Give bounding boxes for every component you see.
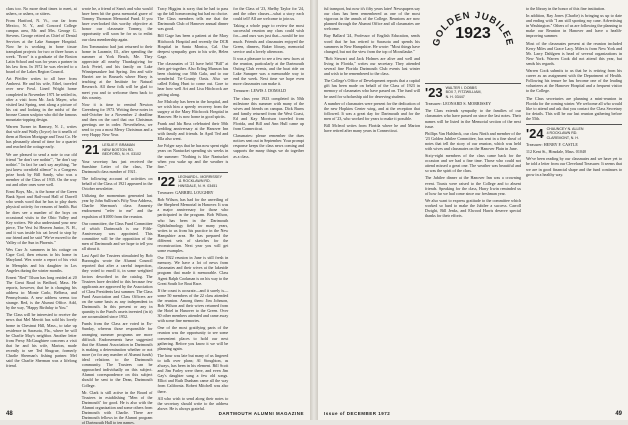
class-heading-24 xyxy=(526,124,622,140)
paragraph: for the Class of '23, Shelby Taylor for '24, and the other classes—what a story each could tell! All are welcome to join us. xyxy=(233,6,304,22)
paragraph: Art Pfeiffer writes to all here from Amherst. He and his wife, Ethel, traveled over new Fowl. Lined Wright home completed in November 1971 he settled in, after a visit from Mr. Jack Mayer, who visited last Spring, sent along a picture of his cat and looking in the midst of the bronze Canon sculptor who did the famous mountain-topping design. xyxy=(6,76,77,122)
paragraph: The following account of activities on behalf of the Class of 1921 appeared in the October newsletter. xyxy=(81,175,153,192)
paragraph: If the count is accurate—and it surely is—some 50 members of the 22 class attended the reunion. Among them: Jim Johnson, Bob Wilson and their wives returned from the Hotel in Hanover to the Green. Over 30 other members attended and came away with some fine memories. xyxy=(157,287,229,324)
class-secretary-block xyxy=(178,175,222,188)
right-page-footer xyxy=(324,411,622,417)
jubilee-ring-text-path: GOLDEN JUBILEE xyxy=(430,9,516,48)
paragraph: Ernest "Red" Tilson has long resided at 20 The Great Road in Bedford, Mass. He reports, however, that he is changing his address to: Monte Carlo, Belbeca, and Pennsylvania. A new address seems too strange. Red, is the Alumni Office. Add, by the way, "Happy Birthday to You." xyxy=(6,274,77,311)
paragraph: Jim Tommasino had just returned to their home in Laramie, Ill., after spending the summer at York Beach, Me. They appreciate all nearby Thanksgiving for Jack Pretel, and his family on Lake Winnipesaukee last Spring. Jim and wife Harriet are in Brussels where Harry is teaching at the Institute for Natural Research. All these folk will be glad to meet you and to welcome them back to this country. xyxy=(81,43,153,100)
paragraph: The College's Office of Development reports that a capital gift has been made on behalf of the Class of 1923 in memory of classmates who have passed on. The fund will be used for scholarship aid for deserving students. xyxy=(324,78,420,99)
golden-jubilee-emblem xyxy=(429,8,517,80)
secretary-address-line1: 11 ROCKLAWN RD. xyxy=(178,179,211,184)
paragraph: class too. No more dead times to meet, at ushers, or ushers, or sitters. xyxy=(6,6,77,17)
class-year: '23 xyxy=(425,85,443,101)
paragraph: One of the most gratifying parts of the reunion was the opportunity to see some convenient places to hold our next gathering. Before you know it we will be planning again. xyxy=(157,325,229,351)
paragraph: Phillips Van Halsbeck, our class Ninth and member of the '23 Golden Jubilee Committee, has sent in a fine sheaf of notes that tell the story of our reunion, which was held with wives and classmates on the Hanover Plain in June. xyxy=(425,130,521,151)
class-heading-21 xyxy=(82,140,153,156)
paragraph: The classmates of '21 have held "Bill" at their get-together. Also Erling Munson has been chairing our 50th Gala, and to our wonderful Tri-County Oasis. Also we called Erling Hunt to come out. Gore to hear how well Art and Lisa Hitchcock are getting along. xyxy=(157,60,229,97)
paragraph: Treasurer: GABRIEL LOUGHRY xyxy=(157,190,214,196)
jubilee-year: 1923 xyxy=(455,25,491,42)
paragraph: Treasurer: LEWIS J. DOMALD xyxy=(233,88,287,94)
class-year: '24 xyxy=(526,126,544,142)
paragraph: All who wish to send along their notes to the secretary should write to the address above. He is always grateful. xyxy=(157,395,229,411)
paragraph: wrote he, a friend of Sam's and who would have been hit the grass memorial grave of Tommy Thomson Memorial Fund. If you have overlooked this worthy objective at honor our classmate Tommy, the opportunity will soon be for us to enlist our class membership again. xyxy=(81,6,153,42)
paragraph: Wes Carr Jr. summers in his cottage on Cape Cod, then returns to his home in Maryland. Wes wrote a report of his visit in Memphis and his daughter in Los Angeles during the winter months. xyxy=(6,247,77,273)
paragraph: Joe Mulcahy has been in the hospital, and we wish him a speedy recovery from the surgery at the Mary Hitchcock Hospital in Hanover. He is now home in good spirits. xyxy=(157,98,229,119)
right-page xyxy=(318,0,628,420)
paragraph: Bill Mcleod writes from Florida where he and Marion have retired after many years in Connecticut. xyxy=(324,122,420,134)
paragraph: Warren Turner in Ramsey, N. J., writes that wife and Wally (Joyce) for it smells of them at Boston Mortgage and Trust Co. He has pleasantly ahead of time for a quartet and reached the cottage early. xyxy=(6,124,77,150)
paragraph: to the library in the honor of this fine institution. xyxy=(526,6,606,11)
right-column-3 xyxy=(526,6,622,398)
right-column-1 xyxy=(324,6,420,398)
secretary-address-line2: CLAREMONT, N. H. xyxy=(546,135,579,140)
secretary-name: CHAUNCEY N. ALLEN xyxy=(546,126,584,131)
secretary-address-line1: NEW BOSTON RD. xyxy=(102,147,134,152)
secretary-address-line2: HINSDALE, N. H. 03451 xyxy=(178,183,218,188)
paragraph: Treasurer: HENRY F. CASTLE xyxy=(526,142,578,148)
paragraph: The Jubilee dinner at the Hanover Inn was a crowning event. Toasts were raised to the College and to absent friends. Speaking for the class, Harry Irwin reminded us of how far we had come since our freshman year. xyxy=(425,175,521,196)
left-page-footer xyxy=(6,411,304,417)
secretary-name: LESLIE F. BRAMAN xyxy=(102,143,135,148)
class-heading-23 xyxy=(425,83,521,99)
paragraph: The Class secretaries are planning a mini-reunion in Florida for the coming winter. We welcome all who would like to attend and ask that you contact the Class Secretary for details. This will be our last reunion gathering before the 55th. xyxy=(526,95,622,121)
secretary-address-line2: BEDFORD, N. H. 03102 xyxy=(102,152,142,157)
secretary-address-line1: 4 ROCKLAWN RD. xyxy=(546,131,578,136)
jubilee-emblem-svg xyxy=(429,8,517,80)
page-gutter xyxy=(310,0,318,420)
paragraph: Bill Gage has been a patient at the Mary Hitchcock Hospital and recently the DCR Hospital in Santa Monica, Cal. Our deepest sympathy goes to his wife, Helen Gage. xyxy=(157,33,229,59)
right-columns xyxy=(324,6,622,398)
paragraph: The hour was late but many of us lingered to talk over plans; Al Stoughton, as always, has been in his element. Bill Scott and Jim Farley were there, and even Jim Gay's daughter sang a few old songs. Elliot and Ruth Dunham came all the way from California. Robert Mitchell was also there. xyxy=(157,352,229,394)
paragraph: Sixty-eight members of the class came back for the occasion and we had a fine time. Those who could not attend missed a great one. The weather was beautiful and so was the spirit of the class. xyxy=(425,153,521,174)
paragraph: The Class extends sympathy to the families of our classmates who have passed on since the last notes. Their names will be listed in the Memorial section of the next issue. xyxy=(425,108,521,129)
class-heading-22 xyxy=(158,172,229,188)
paragraph: The class year 1923 completed its 50th milestone this summer with many of the wives and friends on campus. Dick Burns and family returned from the West Coast, Ed and Kay Morrison traveled from Florida, and Bill and Ann Hull came up from Connecticut. xyxy=(233,95,304,132)
paragraph: Buy Ballard '24, Professor of English Education, sends word that he has retired to Sarasota and spends his summers in New Hampshire. He wrote: "Most things have changed, but not the view from the top of Moosilauke." xyxy=(324,33,420,54)
paragraph: Your secretary has just received the Sunshine Letter of the class, The Dartmouth class number of 1921. xyxy=(81,158,153,174)
class-secretary-block xyxy=(446,86,482,99)
paragraph: Classmates: please remember the dues notices sent out in September. Your prompt response keeps the class news coming and supports the many things we do together as a class. xyxy=(233,133,304,159)
paragraph: We also want to express gratitude to the committee which worked so hard to make the Jubilee a success. Carroll Dwight, Bill Jenks, and Elwood Harris deserve special thanks for their efforts. xyxy=(425,197,521,219)
secretary-address-line1: BOX 7, FITZWILLIAM, xyxy=(445,90,482,95)
class-year: '22 xyxy=(157,173,176,189)
class-secretary-block xyxy=(547,127,584,140)
left-column-2 xyxy=(81,6,153,425)
left-page xyxy=(0,0,310,425)
paragraph: The Class will be interested to receive the news that Mel Merritt has sold his lovely home in Chestnut Hill, Mass., to take up residence in Sarasota, Fla., where he will be Charlie May's neighbor. Another letter from Prexy McGaughtree concerns a visit that he and his wife, Marion, made recently to see Ted Shugrue, formerly Charlie Sherman's fishing partner. Mel said the Charlie Sherman was a lifelong friend. xyxy=(6,312,77,369)
paragraph: Utilizing the momentum generated last year by John Sullivan's Fifty Year Address, Charlie Sherman's class Amnesty endowment "refer to me" and the expulsion of $1000 from the reunion. xyxy=(81,193,153,219)
paragraph: Taking a whole page to review the most successful reunion any class could wish for—and ours was just that—would be too much. Friends and classmates enjoyed the Green, dinners, Baker library, memorial service and a lovely afternoon. xyxy=(233,23,304,54)
paragraph: Bob Wilson, has had for the unveiling of the Shepherd Memorial in Hanover. It was a major anniversary for those who participated in the program. Bob Wilson, who has been in the Dartmouth Ophthalmology field for many years, writes to us from his practice in the New Hampshire area. He has prepared the different sets of sketches for the reconstruction. Next year you will get some examples. xyxy=(157,197,229,254)
page-number: 49 xyxy=(615,411,622,417)
paragraph: Tracy Higgins is sorry that he had to pass up the fall homecoming but had no choice. The Class members tells me that the Dartmouth Club of Hanover annual dinner was good. xyxy=(157,6,229,32)
left-column-1 xyxy=(6,6,77,398)
class-secretary-block xyxy=(102,143,141,156)
page-number: 48 xyxy=(6,411,13,417)
paragraph: Funds from the Class are voted in Ex-Sunday, whereas those responsible for arranging summer programs are more difficult. Endorsements have suggested that the Alumni Association in Dartmouth is making a determination whether or not more (or for any number of Alumni funds) ideal relations to the Dartmouth community. The Trustees can be approached individually on this subject. Alumni correspondence on this subject should be sent to the Dean, Dartmouth College. xyxy=(81,321,153,388)
paragraph: Joe Folger says that he has now spent eight years on Nantucket spending six weeks in the summer: "Nothing is like Nantucket when you wake up and the weather is fine." xyxy=(157,143,229,169)
paragraph: "Bob Stewart and Jack Holmes are alive and well and living in Florida," writes our secretary. They attended several fine Florida Dartmouth Club events last winter and wish to be remembered to the class. xyxy=(324,55,420,77)
left-column-3 xyxy=(157,6,229,411)
paragraph: A number of classmates were present for the dedication of the new Hopkins Center wing, and at the reception that followed. It was a great day for Dartmouth and for the men of '23, who worked for years to make it possible. xyxy=(324,100,420,121)
secretary-name: WALTER I. DOBBS xyxy=(445,86,477,90)
paragraph: Last April the Trustees stimulated by Bob Burroughs wrote the Alumni Council reported that after a careful inspection, they voted to enroll it, in some weighted factors described in the catalog. The Trustees have decided to this because few applicants are approved by the Association of Class Presidents last summer. The Class Fund Association and Class Officers are on the same basis as any independent in Dartmouth. In this present or any in quantity is the Fund's assets invested (in it) are accumulated since 1952. xyxy=(81,253,153,320)
paragraph: Warren Cook submits to us that he is retiring from his career as an assignment with the Department of Health. Following his tenure he has become one of the leading volunteers at the Hanover Hospital and a frequent visitor to the College. xyxy=(526,68,622,94)
issue-date: Issue of DECEMBER 1972 xyxy=(324,411,391,416)
right-column-2 xyxy=(425,6,521,398)
paragraph: Frank and Ida Ross celebrated their 50th wedding anniversary at the Hanover Inn with family and friends. In April Ted and Ella also went. xyxy=(157,120,229,142)
class-year: '21 xyxy=(81,142,100,158)
secretary-address-line2: N. H. 03447 xyxy=(445,94,465,99)
magazine-title: DARTMOUTH ALUMNI MAGAZINE xyxy=(218,411,304,416)
secretary-name: LEONARD L. MORRISSEY xyxy=(178,174,222,179)
left-column-4 xyxy=(233,6,304,398)
paragraph: In addition, Ray Jones (Charlie) is bringing us up to date and ending with "I am still sporting my cane. Advertising in Washington." Others of us are following the planning to make our Reunion in Hanover and have a health-improving summer. xyxy=(526,13,622,39)
paragraph: We are pleased to send a note to our old friend "he don't see nothin'", "he don't say nothin'." In fact he can't say anything, "he just knew cornfield silence" is a Congress prize book by Bill Sandy, who was a member of the Class of 1935. On the way out and other ones were well. xyxy=(6,151,77,188)
paragraph: ful transport, but now it's fifty years later! Newspapers say our class has been remembered as one of the most vigorous in the annals of the College. Reunions are now planned through the Alumni Office and all classmates are welcome. xyxy=(324,6,421,32)
paragraph: Mr. Clark is still active in the Board of Trustees in establishing "Men of the Dartmouth" for good. He is also with the Alumni organization and some others from Dartmouth with Charlie. There are Dartmouth fellows in the Alumni program of Dartmouth Hall to ten names. xyxy=(81,389,153,425)
paragraph: Our 1922 reunion in June is still fresh in memory. We have a lot of news from classmates and their wives at the lakeside program that made it memorable. Class Agent Ralph Cookman is on his way to the Great South Ice Boat Race. xyxy=(157,255,229,286)
paragraph: It was a pleasure to see a few new faces at the reunion, particularly at the Dartmouth Outing Club events, and the boat ride on Lake Sunapee was a memorable way to end the week. Next time we hope even more classmates can make it. xyxy=(233,55,304,87)
paragraph: Most of the classmates present at the reunion included Kerry Miles and Grace Lacy. Miles is from New York and Mr. Larry Dahlgren is head of several organizations in New York. Warren Cook did not attend this year, but sends his regards. xyxy=(526,40,622,66)
paragraph: Now it is time to remind Newton Greenberg for 1973. Writing these notes in mid-October for a November 2 deadline and then on the card that our Christmas greetings are in order. Nevertheless, we send to you a most Merry Christmas and a very Happy New Year. xyxy=(81,101,153,138)
paragraph: 112 Kent St., Hinsdale, Mass. 01040 xyxy=(526,149,587,155)
paragraph: Our committee, the Class Fund Committee of which Dartmouth is our Fifth-Anniversary was appointed. This committee will be the opposition of the men of Dartmouth and we hope to tell you all about it. xyxy=(81,220,153,252)
paragraph: Ernst Boys, Mo., is the home of the Green Bank Sport and Rail-road Hall of Darrell who sends word that he has to play duets physical activity for reasons of health. But he does see a number of the boys on occasional visits to the Ohio Valley and Key writers. We also understand your new piece, The Vest Ist Heaven Junior, N. H., and it was inside his cat loved to stop by our friend and he said "We've moved to the Valley of the Sun in Phoenix." xyxy=(6,189,77,246)
paragraph: From Hartford, N. Vt., our far from Mexico, N. Y., and Concord College campus area, Mr. and Mrs. George G. Stevens. George retired as Chief of Dental Services at the Lake Sunapee Hospital. Now he is working in bone tissue transplant projects for two or three hours a week. "Error" is a graduate of the Boston Latin School and was for years a partner in his law firm. In 1972 he was elected to a board of the Lakes Region Council. xyxy=(6,18,77,75)
paragraph: We've been reading by our classmates and we have yet to be told a letter from our Cleveland Treasurer. It seems that we are in good financial shape and the fund continues to grow in a healthy way. xyxy=(526,156,622,177)
paragraph: Treasurer: LEONARD S. MORRISSEY xyxy=(425,101,492,107)
